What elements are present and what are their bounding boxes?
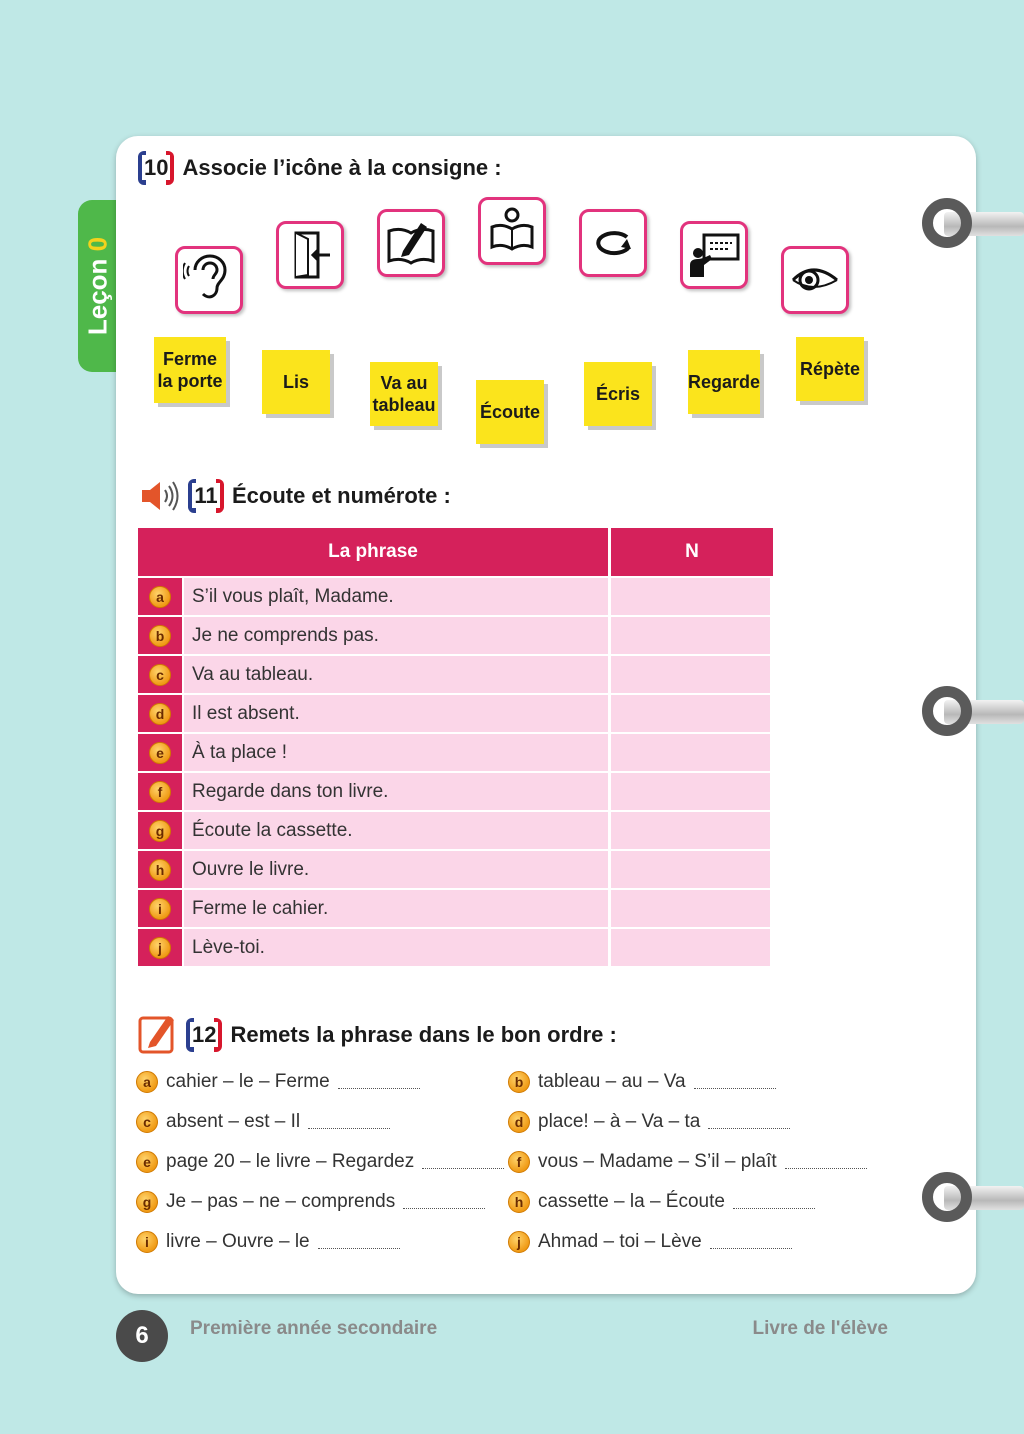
sticky-note: Écoute: [476, 380, 544, 444]
item-letter: j: [508, 1231, 530, 1253]
item-words: tableau – au – Va: [538, 1071, 686, 1092]
pencil-edit-icon: [138, 1012, 178, 1054]
door-icon: [276, 221, 344, 289]
lesson-number: 0: [82, 236, 113, 252]
exercise-11-title: [188, 479, 451, 513]
row-phrase: Va au tableau.: [182, 656, 608, 693]
answer-line[interactable]: [694, 1075, 776, 1089]
number-answer-cell[interactable]: [608, 812, 770, 849]
reorder-item: [136, 1231, 400, 1253]
row-phrase: Il est absent.: [182, 695, 608, 732]
sticky-note: Lis: [262, 350, 330, 414]
table-header: [138, 528, 773, 576]
item-letter: g: [136, 1191, 158, 1213]
teacher-board-icon: [680, 221, 748, 289]
binder-ring: [922, 198, 1024, 250]
table-row: [138, 578, 770, 615]
writing-book-icon: [377, 209, 445, 277]
answer-line[interactable]: [318, 1235, 400, 1249]
item-words: cassette – la – Écoute: [538, 1191, 725, 1212]
row-letter: d: [149, 703, 171, 725]
column-header-n: N: [611, 528, 773, 576]
item-letter: e: [136, 1151, 158, 1173]
reorder-item: [508, 1111, 790, 1133]
item-words: cahier – le – Ferme: [166, 1071, 330, 1092]
rotate-arrow-icon: [579, 209, 647, 277]
exercise-number: 12: [186, 1018, 222, 1052]
item-words: vous – Madame – S’il – plaît: [538, 1151, 777, 1172]
reorder-item: [508, 1191, 815, 1213]
row-phrase: S’il vous plaît, Madame.: [182, 578, 608, 615]
sticky-note: Ferme la porte: [154, 337, 226, 403]
item-letter: h: [508, 1191, 530, 1213]
answer-line[interactable]: [710, 1235, 792, 1249]
reorder-item: [136, 1071, 420, 1093]
row-phrase: Ouvre le livre.: [182, 851, 608, 888]
row-letter: e: [149, 742, 171, 764]
number-answer-cell[interactable]: [608, 851, 770, 888]
row-phrase: Regarde dans ton livre.: [182, 773, 608, 810]
item-words: livre – Ouvre – le: [166, 1231, 310, 1252]
exercise-instruction: Associe l’icône à la consigne :: [182, 155, 502, 180]
exercise-10-title: [138, 151, 502, 185]
item-letter: a: [136, 1071, 158, 1093]
number-answer-cell[interactable]: [608, 695, 770, 732]
reorder-item: [136, 1151, 504, 1173]
row-letter: a: [149, 586, 171, 608]
reorder-item: [136, 1111, 390, 1133]
table-row: [138, 773, 770, 810]
reorder-item: [136, 1191, 485, 1213]
item-letter: i: [136, 1231, 158, 1253]
exercise-12-title: [186, 1018, 617, 1052]
page-number: 6: [116, 1310, 168, 1362]
lesson-word: Leçon: [82, 258, 113, 336]
answer-line[interactable]: [733, 1195, 815, 1209]
exercise-instruction: Remets la phrase dans le bon ordre :: [230, 1022, 617, 1047]
reorder-item: [508, 1231, 792, 1253]
table-row: [138, 890, 770, 927]
reorder-item: [508, 1151, 867, 1173]
row-letter: h: [149, 859, 171, 881]
number-answer-cell[interactable]: [608, 734, 770, 771]
row-phrase: Ferme le cahier.: [182, 890, 608, 927]
number-answer-cell[interactable]: [608, 929, 770, 966]
item-letter: c: [136, 1111, 158, 1133]
item-letter: b: [508, 1071, 530, 1093]
table-row: [138, 851, 770, 888]
answer-line[interactable]: [785, 1155, 867, 1169]
binder-ring: [922, 686, 1024, 738]
row-letter: g: [149, 820, 171, 842]
column-header-phrase: La phrase: [138, 528, 608, 576]
row-letter: i: [149, 898, 171, 920]
table-row: [138, 929, 770, 966]
item-letter: f: [508, 1151, 530, 1173]
table-row: [138, 812, 770, 849]
row-letter: c: [149, 664, 171, 686]
row-letter: f: [149, 781, 171, 803]
exercise-number: 10: [138, 151, 174, 185]
footer-level: Première année secondaire: [190, 1318, 438, 1339]
sticky-note: Répète: [796, 337, 864, 401]
footer-book: Livre de l'élève: [752, 1318, 888, 1339]
answer-line[interactable]: [338, 1075, 420, 1089]
number-answer-cell[interactable]: [608, 617, 770, 654]
binder-ring: [922, 1172, 1024, 1224]
answer-line[interactable]: [708, 1115, 790, 1129]
row-phrase: À ta place !: [182, 734, 608, 771]
table-row: [138, 656, 770, 693]
number-answer-cell[interactable]: [608, 656, 770, 693]
row-phrase: Écoute la cassette.: [182, 812, 608, 849]
exercise-instruction: Écoute et numérote :: [232, 483, 451, 508]
sticky-note: Va au tableau: [370, 362, 438, 426]
item-words: page 20 – le livre – Regardez: [166, 1151, 415, 1172]
answer-line[interactable]: [308, 1115, 390, 1129]
row-phrase: Lève-toi.: [182, 929, 608, 966]
table-row: [138, 617, 770, 654]
lesson-tab: [78, 200, 118, 372]
table-row: [138, 695, 770, 732]
eye-icon: [781, 246, 849, 314]
answer-line[interactable]: [422, 1155, 504, 1169]
item-letter: d: [508, 1111, 530, 1133]
reading-person-icon: [478, 197, 546, 265]
number-answer-cell[interactable]: [608, 890, 770, 927]
item-words: Je – pas – ne – comprends: [166, 1191, 396, 1212]
item-words: absent – est – Il: [166, 1111, 301, 1132]
row-letter: j: [149, 937, 171, 959]
item-words: Ahmad – toi – Lève: [538, 1231, 702, 1252]
ear-icon: [175, 246, 243, 314]
speaker-icon: [140, 478, 180, 514]
table-row: [138, 734, 770, 771]
item-words: place! – à – Va – ta: [538, 1111, 701, 1132]
exercise-number: 11: [188, 479, 224, 513]
reorder-item: [508, 1071, 776, 1093]
sticky-note: Écris: [584, 362, 652, 426]
row-phrase: Je ne comprends pas.: [182, 617, 608, 654]
answer-line[interactable]: [403, 1195, 485, 1209]
number-answer-cell[interactable]: [608, 578, 770, 615]
row-letter: b: [149, 625, 171, 647]
sticky-note: Regarde: [688, 350, 760, 414]
number-answer-cell[interactable]: [608, 773, 770, 810]
